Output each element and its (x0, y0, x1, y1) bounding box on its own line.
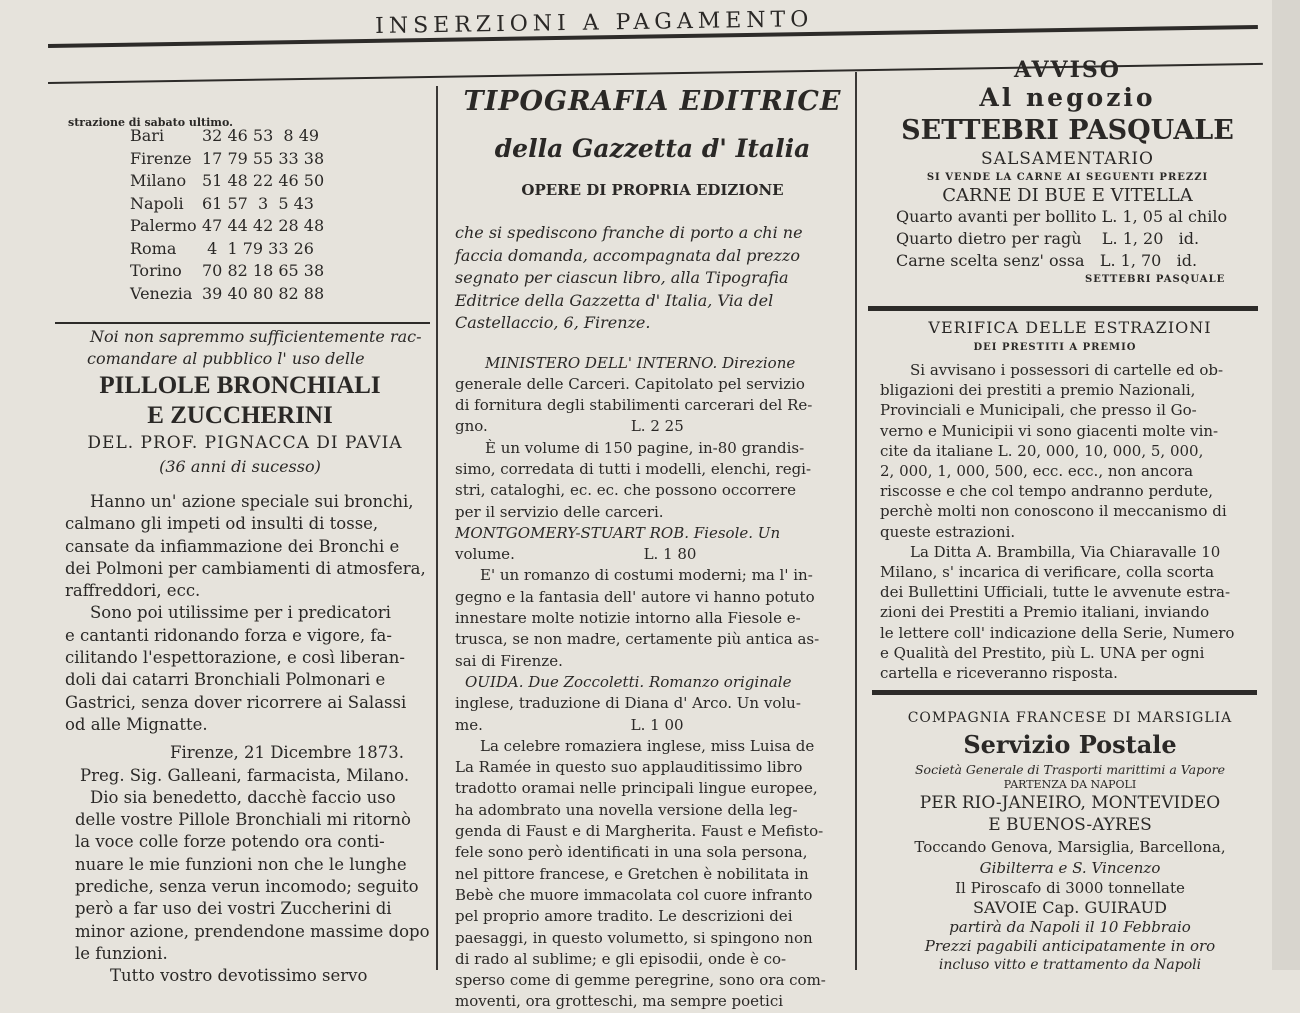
toccando-line-2: Gibilterra e S. Vincenzo (979, 859, 1161, 877)
catalog-line: sperso come di gemme peregrine, sono ora com- (455, 971, 826, 990)
body-line: e cantanti ridonando forza e vigore, fa- (65, 625, 392, 645)
verifica-line: cite da italiane L. 20, 000, 10, 000, 5, 000, (880, 441, 1204, 460)
verifica-line: le lettere coll' indicazione della Serie, Numero (880, 623, 1235, 642)
negozio-heading: Al negozio (979, 83, 1156, 112)
col1-rule (55, 322, 430, 324)
avviso-heading: AVVISO (1014, 57, 1121, 83)
tipografia-subtitle: della Gazzetta d' Italia (494, 134, 811, 163)
verifica-line: cartella e riceveranno risposta. (880, 664, 1118, 683)
body-line: doli dai catarri Bronchiali Polmonari e (65, 670, 386, 690)
pillole-title-2: E ZUCCHERINI (147, 402, 333, 429)
price-line: Carne scelta senz' ossa L. 1, 70 id. (896, 251, 1198, 270)
lotto-city: Napoli (130, 193, 184, 213)
verifica-line: 2, 000, 1, 000, 500, ecc. ecc., non ancora (880, 462, 1194, 481)
col3-rule-1 (868, 306, 1258, 311)
body-line: Hanno un' azione speciale sui bronchi, (90, 492, 414, 511)
catalog-line: pel proprio amore tradito. Le descrizioni dei (455, 907, 793, 926)
ship-line: SAVOIE Cap. GUIRAUD (973, 898, 1167, 917)
intro-line: Editrice della Gazzetta d' Italia, Via del (455, 290, 774, 310)
lotto-numbers: 4 1 79 33 26 (202, 238, 314, 258)
letter-line: le funzioni. (75, 943, 168, 963)
verifica-line: bligazioni dei prestiti a premio Nazionali, (880, 381, 1196, 400)
catalog-line: me. L. 1 00 (455, 715, 684, 734)
lotto-city: Milano (130, 171, 187, 190)
catalog-line: MINISTERO DELL' INTERNO. Direzione (485, 353, 796, 372)
body-line: calmano gli impeti od insulti di tosse, (65, 514, 379, 534)
catalog-line: volume. L. 1 80 (455, 545, 697, 564)
lotto-row (130, 170, 324, 193)
verifica-line: Milano, s' incarica di verificare, colla scorta (880, 563, 1215, 582)
verifica-line: e Qualità del Prestito, più L. UNA per ogni (880, 643, 1205, 662)
verifica-ad (880, 316, 1260, 683)
compagnia-name: COMPAGNIA FRANCESE DI MARSIGLIA (907, 710, 1233, 726)
page-edge (1272, 0, 1300, 970)
compagnia-ad (880, 708, 1260, 974)
lotto-row (130, 283, 324, 306)
letter-line: prediche, senza verun incomodo; seguito (75, 877, 419, 897)
letter-line: Tutto vostro devotissimo servo (110, 966, 368, 986)
shop-signature: SETTEBRI PASQUALE (1085, 274, 1226, 285)
body-line: Gastrici, senza dover ricorrere ai Salassi (65, 692, 407, 712)
verifica-title: VERIFICA DELLE ESTRAZIONI (928, 318, 1212, 337)
catalog-line: È un volume di 150 pagine, in-80 grandis- (485, 438, 805, 457)
letter-line: Dio sia benedetto, dacchè faccio uso (90, 787, 396, 807)
body-line: dei Polmoni per cambiamenti di atmosfera, (65, 558, 426, 578)
lotto-city: Venezia (130, 283, 193, 303)
catalog-line: gno. L. 2 25 (455, 417, 684, 436)
column-divider-1 (436, 86, 438, 970)
body-line: cilitando l'espettorazione, e così liberan- (65, 648, 405, 668)
catalog-line: di rado al sublime; e gli episodii, onde è co- (455, 949, 787, 968)
lotto-row (130, 215, 324, 238)
verifica-line: zioni dei Prestiti a Premio italiani, inviando (880, 603, 1210, 622)
catalog-line: inglese, traduzione di Diana d' Arco. Un volu- (455, 694, 801, 713)
verifica-line: perchè molti non conoscono il meccanismo di (880, 502, 1227, 521)
catalog-line: ha adombrato una novella versione della leg- (455, 800, 798, 819)
body-line: raffreddori, ecc. (65, 581, 201, 601)
partira-line: partirà da Napoli il 10 Febbraio (949, 918, 1191, 936)
lotto-row (130, 125, 324, 148)
letter-line: nuare le mie funzioni non che le lunghe (75, 854, 407, 874)
toccando-line: Toccando Genova, Marsiglia, Barcellona, (914, 838, 1226, 856)
intro-line: faccia domanda, accompagnata dal prezzo (455, 245, 800, 265)
sells-line: SI VENDE LA CARNE AI SEGUENTI PREZZI (926, 172, 1209, 183)
pillole-body (65, 491, 435, 988)
lotto-row (130, 193, 324, 216)
tipografia-ad (455, 80, 850, 1013)
col3-rule-2 (872, 690, 1257, 695)
lotto-row (130, 260, 324, 283)
catalog-list (455, 353, 850, 1013)
catalog-line: OUIDA. Due Zoccoletti. Romanzo originale (465, 672, 792, 691)
verifica-line: dei Bullettini Ufficiali, tutte le avvenute estra- (880, 583, 1231, 602)
servizio-heading: Servizio Postale (963, 730, 1177, 759)
catalog-line: fele sono però identificati in una sola persona, (455, 843, 808, 862)
verifica-line: verno e Municipii vi sono giacenti molte vin- (880, 421, 1219, 440)
letter-line: delle vostre Pillole Bronchiali mi ritornò (75, 810, 411, 830)
verifica-line: Si avvisano i possessori di cartelle ed ob- (910, 361, 1224, 379)
lotto-numbers: 17 79 55 33 38 (202, 148, 325, 168)
pillole-byline: DEL. PROF. PIGNACCA DI PAVIA (87, 433, 403, 453)
shop-trade: SALSAMENTARIO (981, 149, 1154, 169)
societa-line: Società Generale di Trasporti marittimi a Vapore (914, 762, 1226, 777)
letter-line: minor azione, prendendone massime dopo (75, 921, 430, 941)
incluso-line: incluso vitto e trattamento da Napoli (938, 957, 1202, 973)
letter-line: però a far uso dei vostri Zuccherini di (75, 899, 392, 919)
lotto-numbers: 51 48 22 46 50 (202, 171, 325, 190)
lotto-numbers: 32 46 53 8 49 (202, 126, 320, 145)
catalog-line: genda di Faust e di Margherita. Faust e Mefisto- (455, 822, 824, 841)
body-line: cansate da infiammazione dei Bronchi e (65, 536, 400, 556)
letter-date: Firenze, 21 Dicembre 1873. (170, 743, 405, 763)
verifica-line: riscosse e che col tempo andranno perdute, (880, 482, 1214, 501)
body-line: od alle Mignatte. (65, 714, 208, 734)
verifica-line: La Ditta A. Brambilla, Via Chiaravalle 10 (910, 542, 1221, 561)
piroscafo-line: Il Piroscafo di 3000 tonnellate (955, 879, 1185, 897)
catalog-line: sai di Firenze. (455, 651, 563, 670)
section-header: INSERZIONI A PAGAMENTO (375, 7, 814, 39)
lotto-numbers: 39 40 80 82 88 (202, 283, 325, 303)
catalog-line: gegno e la fantasia dell' autore vi hanno potuto (455, 587, 815, 606)
verifica-line: Provinciali e Municipali, che presso il Go- (880, 401, 1197, 420)
catalog-line: simo, corredata di tutti i modelli, elenchi, regi- (455, 459, 812, 478)
intro-line: Castellaccio, 6, Firenze. (455, 313, 651, 332)
lotto-city: Firenze (130, 148, 192, 168)
tipografia-title: TIPOGRAFIA EDITRICE (463, 86, 842, 117)
verifica-line: queste estrazioni. (880, 522, 1016, 541)
lotto-caption: strazione di sabato ultimo. (68, 116, 233, 129)
pillole-ad (65, 326, 435, 988)
letter-line: la voce colle forze potendo ora conti- (75, 832, 385, 852)
lotto-numbers: 61 57 3 5 43 (202, 193, 314, 213)
lotto-city: Torino (130, 261, 182, 280)
catalog-line: Bebè che muore immacolata col cuore infranto (455, 885, 813, 904)
catalog-line: trusca, se non madre, certamente più antica as- (455, 630, 820, 649)
meat-heading: CARNE DI BUE E VITELLA (942, 185, 1193, 206)
route-line-2: E BUENOS-AYRES (988, 815, 1152, 835)
pillole-intro-2: comandare al pubblico l' uso delle (87, 349, 365, 368)
price-line: Quarto dietro per ragù L. 1, 20 id. (896, 229, 1200, 248)
prezzi-line: Prezzi pagabili anticipatamente in oro (924, 937, 1216, 955)
catalog-line: MONTGOMERY-STUART ROB. Fiesole. Un (455, 523, 781, 542)
catalog-line: generale delle Carceri. Capitolato pel servizio (455, 374, 805, 393)
intro-text (455, 222, 850, 335)
pillole-title-1: PILLOLE BRONCHIALI (99, 372, 381, 399)
lotto-city: Palermo (130, 216, 197, 235)
lotto-numbers: 70 82 18 65 38 (202, 261, 325, 280)
letter-line: Preg. Sig. Galleani, farmacista, Milano. (80, 765, 410, 785)
lotto-table (130, 125, 324, 305)
catalog-line: nel pittore francese, e Gretchen è nobilitata in (455, 864, 809, 883)
catalog-line: di fornitura degli stabilimenti carcerari del Re- (455, 396, 813, 415)
pillole-intro-1: Noi non sapremmo sufficientemente rac- (90, 327, 422, 346)
shop-name: SETTEBRI PASQUALE (901, 115, 1234, 146)
catalog-line: per il servizio delle carceri. (455, 502, 664, 521)
lotto-city: Bari (130, 126, 165, 145)
catalog-line: paesaggi, in questo volumetto, si spingono non (455, 928, 813, 947)
lotto-row (130, 148, 324, 171)
catalog-line: tradotto oramai nelle principali lingue europee, (455, 779, 818, 798)
settebri-ad (870, 58, 1265, 288)
verifica-subtitle: DEI PRESTITI A PREMIO (973, 342, 1137, 353)
lotto-numbers: 47 44 42 28 48 (202, 216, 325, 235)
column-divider-2 (855, 72, 857, 970)
body-line: Sono poi utilissime per i predicatori (90, 603, 391, 623)
lotto-row (130, 238, 324, 261)
intro-line: che si spediscono franche di porto a chi ne (455, 223, 803, 242)
price-line: Quarto avanti per bollito L. 1, 05 al chilo (896, 207, 1228, 226)
catalog-line: La Ramée in questo suo applauditissimo libro (455, 758, 803, 777)
verifica-body (880, 360, 1260, 683)
catalog-line: innestare molte notizie intorno alla Fiesole e- (455, 609, 801, 628)
catalog-line: stri, cataloghi, ec. ec. che possono occorrere (455, 481, 796, 500)
partenza-line: PARTENZA DA NAPOLI (1003, 778, 1137, 791)
opere-heading: OPERE DI PROPRIA EDIZIONE (521, 181, 784, 199)
lotto-city: Roma (130, 238, 177, 258)
catalog-line: La celebre romaziera inglese, miss Luisa de (480, 736, 815, 755)
pillole-years: (36 anni di sucesso) (159, 457, 321, 476)
route-line-1: PER RIO-JANEIRO, MONTEVIDEO (919, 793, 1221, 813)
intro-line: segnato per ciascun libro, alla Tipografia (455, 268, 789, 287)
catalog-line: moventi, ora grotteschi, ma sempre poetici (455, 992, 784, 1011)
catalog-line: E' un romanzo di costumi moderni; ma l' in- (480, 566, 813, 585)
